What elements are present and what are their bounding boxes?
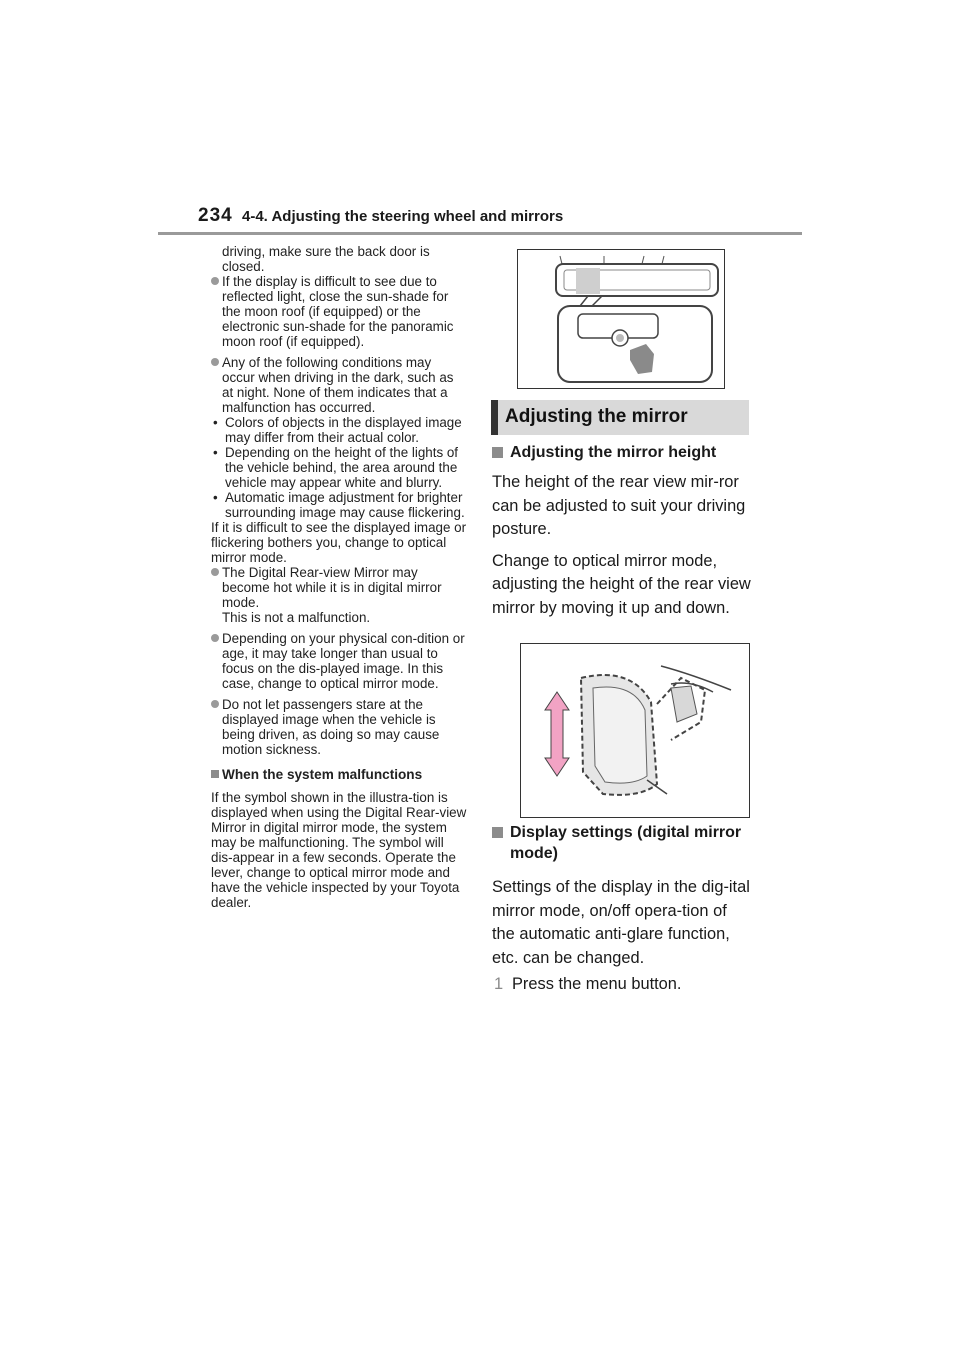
mirror-height-heading-text: Adjusting the mirror height bbox=[510, 444, 717, 461]
mirror-menu-illustration-svg bbox=[518, 250, 724, 388]
dash-item bbox=[211, 490, 467, 520]
display-settings-text: Settings of the display in the dig-ital mirror mode, on/off opera-tion of the automatic anti-glare function, etc. can be changed. bbox=[492, 878, 750, 967]
bullet-text: If the display is difficult to see due to reflected light, close the sun-shade for the moon roof (if equipped) or the electronic sun-shade for the panoramic moon roof (if equipped). bbox=[222, 274, 454, 349]
mirror-height-illustration-svg bbox=[521, 644, 749, 817]
section-title: 4-4. Adjusting the steering wheel and mirrors bbox=[242, 208, 564, 225]
bullet-dot-icon bbox=[211, 277, 219, 285]
intro-text: driving, make sure the back door is closed. bbox=[222, 244, 430, 274]
bullet-text: Do not let passengers stare at the displayed image when the vehicle is being driven, as doing so may cause motion sickness. bbox=[222, 697, 440, 757]
square-bullet-icon bbox=[211, 770, 219, 778]
bullet-item bbox=[211, 565, 467, 625]
bullet-item bbox=[211, 631, 467, 691]
dash-item bbox=[211, 445, 467, 490]
malfunction-heading bbox=[211, 767, 467, 782]
mirror-height-section bbox=[492, 442, 754, 620]
bullet-text: Any of the following conditions may occur when driving in the dark, such as at night. None of them indicates that a malfunction has occurred. bbox=[222, 355, 454, 415]
step-number: 1 bbox=[494, 975, 504, 993]
left-column bbox=[211, 244, 467, 910]
bullet-note: This is not a malfunction. bbox=[222, 610, 371, 625]
bullet-dot-icon bbox=[211, 634, 219, 642]
malfunction-text: If the symbol shown in the illustra-tion is displayed when using the Digital Rear-view Mirror in digital mirror mode, the system may be malfunctioning. The symbol will dis-appear in a few seconds. Operate the lever, change to optical mirror mode and have the vehicle inspected by your Toyota dealer. bbox=[211, 790, 467, 910]
dash-item bbox=[211, 415, 467, 445]
display-settings-section bbox=[492, 822, 754, 996]
bullet-item bbox=[211, 697, 467, 757]
mirror-height-heading bbox=[492, 442, 754, 463]
banner-title: Adjusting the mirror bbox=[505, 406, 688, 427]
display-settings-heading bbox=[492, 822, 754, 864]
dash-text: Automatic image adjustment for brighter surrounding image may cause flickering. bbox=[225, 490, 465, 520]
banner-bar bbox=[491, 400, 498, 435]
mirror-height-illustration bbox=[520, 643, 750, 818]
page-header bbox=[198, 205, 802, 235]
malfunction-heading-text: When the system malfunctions bbox=[222, 767, 423, 782]
bullet-text: Depending on your physical con-dition or age, it may take longer than usual to focus on the dis-played image. In this case, change to optical mirror mode. bbox=[222, 631, 465, 691]
bullet-item bbox=[211, 274, 467, 349]
after-dashes-text: If it is difficult to see the displayed image or flickering bothers you, change to optical mirror mode. bbox=[211, 520, 467, 565]
display-settings-heading-text: Display settings (digital mirror mode) bbox=[510, 824, 742, 862]
page-number: 234 bbox=[198, 205, 233, 226]
square-bullet-icon bbox=[492, 447, 503, 458]
mirror-height-instruction: Change to optical mirror mode, adjusting the height of the rear view mirror by moving it up and down. bbox=[492, 551, 751, 617]
dash-text: Depending on the height of the lights of the vehicle behind, the area around the vehicle may appear white and blurry. bbox=[225, 445, 459, 490]
step-text: Press the menu button. bbox=[512, 975, 682, 993]
bullet-text: The Digital Rear-view Mirror may become hot while it is in digital mirror mode. bbox=[222, 565, 442, 610]
step-item bbox=[492, 973, 754, 996]
mirror-height-text: The height of the rear view mir-ror can be adjusted to suit your driving posture. bbox=[492, 473, 746, 538]
dash-icon: • bbox=[213, 445, 218, 460]
bullet-dot-icon bbox=[211, 358, 219, 366]
square-bullet-icon bbox=[492, 827, 503, 838]
bullet-dot-icon bbox=[211, 700, 219, 708]
bullet-dot-icon bbox=[211, 568, 219, 576]
section-banner bbox=[491, 400, 749, 435]
dash-icon: • bbox=[213, 490, 218, 505]
mirror-menu-button-illustration bbox=[517, 249, 725, 389]
bullet-item bbox=[211, 355, 467, 415]
header-rule bbox=[158, 232, 802, 235]
dash-text: Colors of objects in the displayed image may differ from their actual color. bbox=[225, 415, 462, 445]
dash-icon: • bbox=[213, 415, 218, 430]
